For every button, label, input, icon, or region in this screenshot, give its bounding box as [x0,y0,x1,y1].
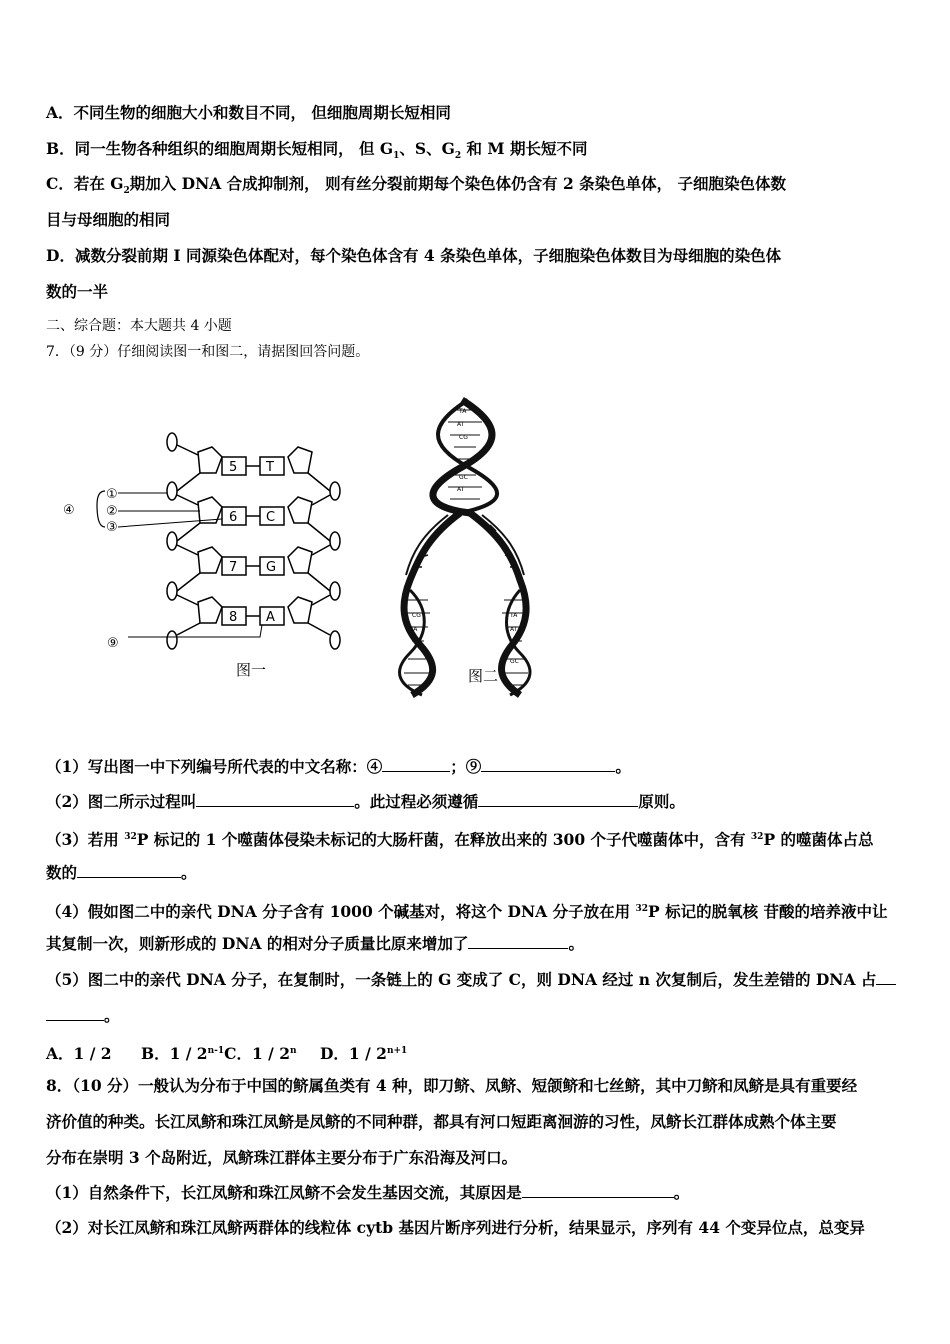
label-2: ② [106,504,118,519]
q7-options [46,1041,407,1064]
q7-part1-mid: ；⑨ [450,757,482,776]
q8-line3: 分布在崇明 3 个岛附近，凤鲚珠江群体主要分布于广东沿海及河口。 [46,1148,518,1167]
q7-part3-sup1: 32 [124,832,137,842]
q7-part3-line2 [46,863,197,883]
q7-part4-line2 [46,934,584,954]
option-c-line2: 目与母细胞的相同 [46,210,171,229]
caption-figure-two: 图二 [468,667,499,685]
q7-part2-text: （2）图二所示过程叫 [46,792,197,811]
base-a: A [266,610,275,625]
label-3: ③ [106,520,118,535]
option-c-sub: 2 [123,186,130,197]
label-4: ④ [63,503,75,518]
q7-option-b-sup: n-1 [207,1046,225,1056]
q7-part4 [46,899,887,922]
option-b [46,139,587,166]
answer-blank[interactable] [876,970,896,985]
q7-part3-text-b: P 标记的 1 个噬菌体侵染未标记的大肠杆菌，在释放出来的 300 个子代噬菌体中，含有 [136,830,751,850]
option-c-text-post: 期加入 DNA 合成抑制剂， 则有丝分裂前期每个染色体仍含有 2 条染色单体， 子细胞染色体数 [129,174,787,193]
q8-part2: （2）对长江凤鲚和珠江凤鲚两群体的线粒体 cytb 基因片断序列进行分析，结果显示，序列有 44 个变异位点，总变异 [46,1218,865,1237]
option-a-label: A． [46,103,74,122]
section-title: 二、综合题：本大题共 4 小题 [46,318,232,334]
q7-part1 [46,757,631,777]
option-b-label: B． [46,139,75,158]
q7-option-a: A．1 / 2 [46,1044,112,1064]
q8-part1 [46,1183,689,1203]
q7-part2-mid: 。此过程必须遵循 [354,792,479,811]
option-b-text-mid: 、S、G [399,139,455,158]
answer-blank[interactable] [382,757,450,772]
q7-part1-text: （1）写出图一中下列编号所代表的中文名称：④ [46,757,383,776]
option-d-text: 减数分裂前期 I 同源染色体配对，每个染色体含有 4 条染色单体，子细胞染色体数目为母细胞的染色体 [74,246,782,265]
option-b-text-pre: 同一生物各种组织的细胞周期长短相同， 但 G [74,139,394,158]
option-c-text-pre: 若在 G [73,174,124,193]
q7-part3-sup2: 32 [750,832,764,842]
caption-figure-one: 图一 [236,661,267,679]
option-b-sub2: 2 [454,151,462,162]
option-c [46,174,786,201]
base-t: T [266,460,274,475]
q7-part2-end: 原则。 [638,792,685,811]
q7-part3-line2-text: 数的 [46,863,78,882]
q7-part4-line2-end: 。 [568,934,584,953]
base-c: C [266,510,276,525]
pair-label: AT [510,626,518,633]
q7-part1-end: 。 [615,757,631,776]
figure-one [97,433,340,649]
dna-figures [50,395,610,700]
answer-blank[interactable] [481,757,615,772]
answer-blank[interactable] [468,934,568,949]
q7-part3-line2-end: 。 [181,863,197,882]
q8-line1: 8．（10 分）一般认为分布于中国的鲚属鱼类有 4 种，即刀鲚、凤鲚、短颌鲚和七丝鲚，其中刀鲚和凤鲚是具有重要经 [46,1076,858,1095]
pair-label: TA [510,612,518,619]
option-d-label: D． [46,246,75,265]
q7-option-d-sup: n+1 [386,1046,408,1056]
q7-option-b: B．1 / 2 [140,1044,208,1064]
pair-label: CG [412,612,421,619]
figure-two [400,400,530,695]
option-d [46,246,781,266]
pair-label: GC [510,658,519,665]
q7-part5 [46,970,896,990]
pair-label: TA [410,626,418,633]
q7-part4-sup: 32 [635,904,649,914]
number-6: 6 [229,510,238,525]
q8-line2: 济价值的种类。长江凤鲚和珠江凤鲚是凤鲚的不同种群，都具有河口短距离洄游的习性，凤鲚长江群体成熟个体主要 [46,1112,837,1131]
pair-label: AT [457,421,465,428]
q7-part4-line2-text: 其复制一次，则新形成的 DNA 的相对分子质量比原来增加了 [46,934,469,953]
answer-blank[interactable] [522,1183,674,1198]
q7-part2 [46,792,685,812]
q7-part5-line2-end: 。 [104,1006,120,1025]
answer-blank[interactable] [196,792,354,807]
number-7: 7 [229,560,238,575]
base-g: G [266,560,277,575]
pair-label: AT [457,486,465,493]
option-b-sub1: 1 [393,151,400,162]
number-5: 5 [229,460,238,475]
q7-head: 7．（9 分）仔细阅读图一和图二，请据图回答问题。 [46,344,370,360]
answer-blank[interactable] [77,863,181,878]
q7-part4-text-b: P 标记的脱氧核 苷酸的培养液中让 [648,902,888,922]
q7-part3 [46,827,874,850]
q7-part5-text: （5）图二中的亲代 DNA 分子，在复制时，一条链上的 G 变成了 C，则 DNA 经过 n 次复制后，发生差错的 DNA 占 [46,970,877,989]
number-8: 8 [229,610,238,625]
option-c-label: C． [46,174,74,193]
q7-part5-line2 [46,1006,120,1026]
q7-option-d: D．1 / 2 [319,1044,387,1064]
pair-label: TA [459,408,467,415]
option-a-text: 不同生物的细胞大小和数目不同， 但细胞周期长短相同 [73,103,451,122]
pair-label: GC [459,474,468,481]
option-a [46,103,451,123]
answer-blank[interactable] [46,1006,104,1021]
label-9: ⑨ [107,636,119,651]
q7-option-c: C．1 / 2 [224,1044,291,1064]
pair-label: CG [459,434,468,441]
option-d-line2: 数的一半 [46,282,109,301]
q7-option-c-sup: n [290,1046,297,1056]
q7-part3-text-a: （3）若用 [46,830,125,850]
answer-blank[interactable] [478,792,638,807]
q8-part1-end: 。 [673,1183,690,1202]
label-1: ① [106,487,118,502]
q8-part1-text: （1）自然条件下，长江凤鲚和珠江凤鲚不会发生基因交流，其原因是 [46,1183,522,1202]
option-b-text-post: 和 M 期长短不同 [461,139,588,158]
q7-part4-text-a: （4）假如图二中的亲代 DNA 分子含有 1000 个碱基对，将这个 DNA 分子放在用 [46,902,636,922]
q7-part3-text-c: P 的噬菌体占总 [763,830,874,850]
